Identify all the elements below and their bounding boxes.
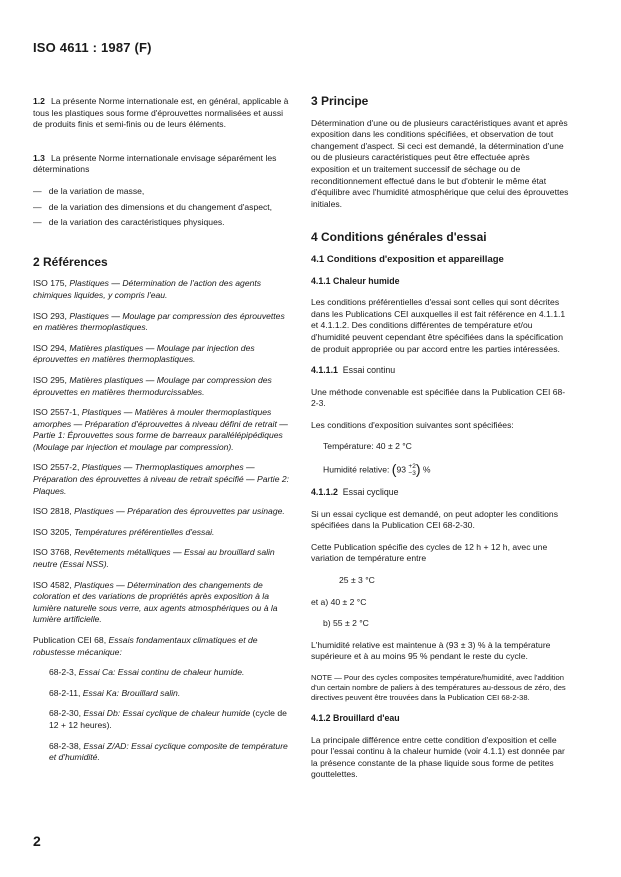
- para-4-1-1-1: Une méthode convenable est spécifiée dans la Publication CEI 68-2-3.: [311, 386, 566, 409]
- dash-list: [33, 186, 291, 229]
- temp-range-25: 25 ± 3 °C: [339, 575, 375, 586]
- formula-temperature: Température: 40 ± 2 °C: [323, 441, 412, 452]
- ref-cei-68-2-38: 68-2-38, Essai Z/AD: Essai cyclique composite de température et d'humidité.: [49, 740, 288, 763]
- section-4-title: 4 Conditions générales d'essai: [311, 230, 487, 245]
- para-cycle: Cette Publication spécifie des cycles de 12 h + 12 h, avec une variation de température entre: [311, 541, 548, 564]
- section-4-1-1-2-title: 4.1.1.2 Essai cyclique: [311, 487, 399, 498]
- para-4-1-1: Les conditions préférentielles d'essai sont celles qui sont décrites dans les Publications CEI auxquelles il est fait référence en 4.1.1.1 et 4.1.1.2. Des conditions différentes de température et/ou d'humidité peuvent cependant être spécifiées dans la spécification de produit appropriée ou par accord entre les parties intéressées.: [311, 297, 566, 354]
- ref-cei-68-2-3: 68-2-3, Essai Ca: Essai continu de chaleur humide.: [49, 667, 245, 678]
- ref-iso-295: ISO 295, Matières plastiques — Moulage par compression des éprouvettes en matières thermodurcissables.: [33, 374, 272, 397]
- ref-iso-294: ISO 294, Matières plastiques — Moulage par injection des éprouvettes en matières thermoplastiques.: [33, 342, 255, 365]
- section-4-1-1-1-title: 4.1.1.1 Essai continu: [311, 365, 396, 376]
- ref-iso-4582: ISO 4582, Plastiques — Détermination des changements de coloration et des variations de propriétés après exposition à la lumière naturelle sous verre, aux agents atmosphériques ou à la lumière artificielle.: [33, 579, 278, 625]
- para-humidity: L'humidité relative est maintenue à (93 ± 3) % à la température supérieure et à au moins 95 % pendant le reste du cycle.: [311, 639, 551, 662]
- list-item: — de la variation des caractéristiques physiques.: [33, 217, 225, 228]
- para-1-2: 1.2 La présente Norme internationale est, en général, applicable à tous les plastiques sous forme d'éprouvettes normalisées et aussi de produits finis et semi-finis ou de leurs éléments.: [33, 96, 289, 130]
- formula-humidity: Humidité relative: (93 +2 −3) %: [323, 461, 431, 478]
- note-cei-68-2-38: NOTE — Pour des cycles composites température/humidité, avec l'addition d'un certain nombre de paliers à des températures au-dessous de zéro, des directives peuvent être trouvées dans la Publication CEI 68-2-38.: [311, 673, 566, 702]
- ref-iso-175: ISO 175, Plastiques — Détermination de l'action des agents chimiques liquides, y compris l'eau.: [33, 278, 262, 300]
- ref-iso-3768: ISO 3768, Revêtements métalliques — Essai au brouillard salin neutre (Essai NSS).: [33, 547, 275, 570]
- section-4-1-title: 4.1 Conditions d'exposition et appareillage: [311, 253, 504, 265]
- para-1-3: 1.3 La présente Norme internationale envisage séparément les déterminations: [33, 152, 277, 175]
- list-item: — de la variation de masse,: [33, 185, 145, 196]
- left-column: [33, 96, 291, 773]
- temp-option-b: b) 55 ± 2 °C: [323, 618, 369, 629]
- temp-option-a: et a) 40 ± 2 °C: [311, 596, 367, 607]
- section-2-title: 2 Références: [33, 254, 108, 269]
- ref-cei-68-2-30: 68-2-30, Essai Db: Essai cyclique de chaleur humide (cycle de 12 + 12 heures).: [49, 708, 287, 730]
- ref-iso-2557-1: ISO 2557-1, Plastiques — Matières à mouler thermoplastiques amorphes — Préparation d'éprouvettes à niveau défini de retrait — Partie 1: Éprouvettes sous forme de barreaux parallélépipédiques (Moulage par injection et moulage par compression).: [33, 407, 288, 452]
- para-3: Détermination d'une ou de plusieurs caractéristiques avant et après exposition dans les conditions spécifiées, et observation de tout changement d'aspect. Si ceci est demandé, la détermination d'une ou de plusieurs caractéristiques peut être effectuée après exposition et un traitement successif de séchage ou de reconditionnement effectué dans le but d'obtenir le même état d'équilibre avec l'humidité atmosphérique que celui des éprouvettes initiales.: [311, 117, 569, 209]
- right-column: [311, 96, 569, 791]
- list-item: — de la variation des dimensions et du changement d'aspect,: [33, 201, 273, 212]
- ref-iso-293: ISO 293, Plastiques — Moulage par compression des éprouvettes en matières thermoplastiques.: [33, 310, 285, 333]
- para-4-1-1-2: Si un essai cyclique est demandé, on peut adopter les conditions spécifiées dans la Publication CEI 68-2-30.: [311, 508, 558, 531]
- section-4-1-1-title: 4.1.1 Chaleur humide: [311, 275, 400, 286]
- ref-cei-68: Publication CEI 68, Essais fondamentaux climatiques et de robustesse mécanique:: [33, 635, 258, 657]
- section-3-title: 3 Principe: [311, 94, 369, 108]
- ref-cei-68-2-11: 68-2-11, Essai Ka: Brouillard salin.: [49, 687, 181, 698]
- ref-iso-3205: ISO 3205, Températures préférentielles d'essai.: [33, 526, 215, 537]
- ref-iso-2557-2: ISO 2557-2, Plastiques — Thermoplastiques amorphes — Préparation des éprouvettes à niveau de retrait spécifié — Partie 2: Plaques.: [33, 462, 290, 496]
- page-header: ISO 4611 : 1987 (F): [33, 40, 152, 55]
- page-number: 2: [33, 833, 41, 849]
- section-4-1-2-title: 4.1.2 Brouillard d'eau: [311, 713, 400, 723]
- para-conditions: Les conditions d'exposition suivantes sont spécifiées:: [311, 419, 514, 430]
- para-4-1-2: La principale différence entre cette condition d'exposition et celle pour l'essai continu à la chaleur humide (voir 4.1.1) est donnée par la présence constante de la phase liquide sous forme de petites gouttelettes.: [311, 734, 565, 780]
- ref-iso-2818: ISO 2818, Plastiques — Préparation des éprouvettes par usinage.: [33, 506, 285, 517]
